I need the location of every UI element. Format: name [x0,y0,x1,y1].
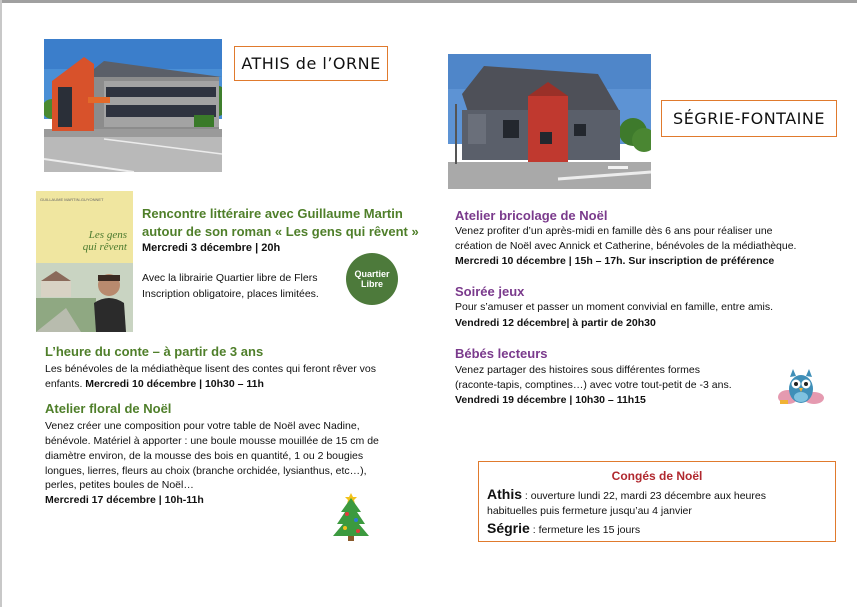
athis-event3-line1: Venez créer une composition pour votre table de Noël avec Nadine, [45,420,360,432]
book-title-line1: Les gens [88,229,127,241]
athis-event3-line3: diamètre environ, de la mousse des bois en quantité, 1 ou 2 bougies [45,450,364,462]
conges-athis-text1: : ouverture lundi 22, mardi 23 décembre aux heures [522,490,766,502]
segrie-event1-date: Mercredi 10 décembre | 15h – 17h. Sur inscription de préférence [455,255,775,267]
owl-icon [776,367,826,405]
athis-event3-line5: perles, petites boules de Noël… [45,479,194,491]
athis-event1-title-line2: autour de son roman « Les gens qui rêvent » [142,224,419,239]
athis-event1-date: Mercredi 3 décembre | 20h [142,242,281,254]
athis-event2-line1: Les bénévoles de la médiathèque lisent des contes qui feront rêver vos [45,363,376,375]
segrie-event3-line1: Venez partager des histoires sous différentes formes [455,364,700,376]
segrie-event1-line1: Venez profiter d’un après-midi en famille dès 6 ans pour réaliser une [455,225,773,237]
book-author: GUILLAUME MARTIN-GUYONNET [40,197,104,202]
segrie-event1-title: Atelier bricolage de Noël [455,208,608,223]
conges-segrie-text: : fermeture les 15 jours [529,524,641,536]
conges-segrie-line [487,520,640,536]
athis-event3-date: Mercredi 17 décembre | 10h-11h [45,494,204,506]
athis-event1-line2: Inscription obligatoire, places limitées. [142,288,319,300]
athis-event3-title: Atelier floral de Noël [45,401,172,416]
segrie-event1-line2: création de Noël avec Annick et Catherine, bénévoles de la médiathèque. [455,240,797,252]
segrie-place-name: SÉGRIE-FONTAINE [673,109,825,128]
athis-place-name: ATHIS de l’ORNE [241,54,381,73]
book-title-line2: qui rêvent [82,241,127,253]
athis-library-photo [44,39,222,172]
segrie-place-label [661,100,837,137]
conges-box [478,461,836,542]
conges-segrie-label: Ségrie [487,520,530,536]
left-border [0,0,2,607]
conges-athis-line1 [487,486,766,502]
segrie-event3-line2: (raconte-tapis, comptines…) avec votre tout-petit de -3 ans. [455,379,732,391]
author-photo [36,263,133,332]
conges-athis-line2: habituelles puis fermeture jusqu’au 4 janvier [487,505,692,517]
athis-place-label [234,46,388,81]
athis-event2-title: L’heure du conte – à partir de 3 ans [45,344,264,359]
segrie-event2-title: Soirée jeux [455,284,525,299]
segrie-event3-title: Bébés lecteurs [455,346,548,361]
segrie-event2-date: Vendredi 12 décembre| à partir de 20h30 [455,317,656,329]
book-cover [36,191,133,332]
segrie-event3-date: Vendredi 19 décembre | 10h30 – 11h15 [455,394,646,406]
athis-event3-line4: longues, lierres, fleurs au choix (branche orchidée, lysianthus, etc…), [45,465,367,477]
quartier-libre-logo-text: Quartier Libre [354,269,390,289]
athis-event3-line2: bénévole. Matériel à apporter : une boule mousse mouillée de 15 cm de [45,435,379,447]
athis-event2-line2-prefix: enfants. [45,378,83,390]
athis-event2-line2 [45,376,264,392]
segrie-event2-line1: Pour s’amuser et passer un moment convivial en famille, entre amis. [455,301,774,313]
conges-title: Congés de Noël [611,469,703,483]
segrie-library-photo [448,54,651,189]
athis-event1-title-line1: Rencontre littéraire avec Guillaume Martin [142,206,403,221]
top-border [0,0,857,3]
athis-event2-date: Mercredi 10 décembre | 10h30 – 11h [85,378,264,390]
athis-event1-line1: Avec la librairie Quartier libre de Flers [142,272,318,284]
christmas-tree-icon [331,490,371,542]
conges-athis-label: Athis [487,486,522,502]
quartier-libre-logo [346,253,398,305]
